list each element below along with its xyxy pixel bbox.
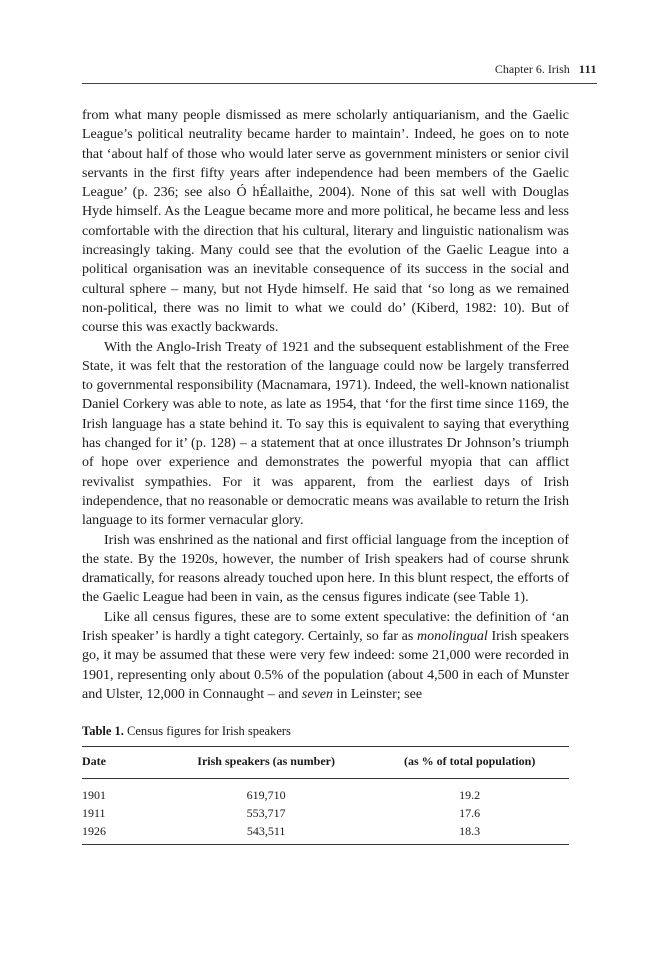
paragraph-text: in Leinster; see bbox=[333, 686, 423, 702]
table-header-row bbox=[82, 747, 569, 779]
chapter-title: Chapter 6. Irish bbox=[494, 62, 570, 76]
cell-percent: 17.6 bbox=[459, 805, 481, 820]
paragraph-text: Irish was enshrined as the national and first official language from the inception of the state. By the 1920s, however, the number of Irish speakers had of course shrunk dramatically, for reasons already touched upon here. In this blunt respect, the efforts of the Gaelic League had been in vain, as the census figures indicate (see Table 1). bbox=[82, 532, 569, 606]
table-row bbox=[82, 822, 569, 845]
page-number: 111 bbox=[578, 62, 597, 76]
body-paragraph bbox=[82, 531, 569, 608]
header-speakers-percent: (as % of total population) bbox=[370, 747, 569, 779]
cell-date: 1911 bbox=[82, 805, 106, 820]
paragraph-text: from what many people dismissed as mere scholarly antiquarianism, and the Gaelic League’s political neutrality became harder to maintain’. Indeed, he goes on to note that ‘about half of those who would later serve as government ministers or senior civil servants in the first fifty years after independence had been members of the Gaelic League’ (p. 236; see also Ó hÉallaithe, 2004). None of this sat well with Douglas Hyde himself. As the League became more and more political, he became less and less comfortable with the direction that his cultural, literary and linguistic nationalism was increasingly taking. Many could see that the evolution of the Gaelic League into a political organisation was an inevitable consequence of its success in the social and cultural sphere – many, but not Hyde himself. He said that ‘so long as we remained non-political, there was no limit to what we could do’ (Kiberd, 1982: 10). But of course this was exactly backwards. bbox=[82, 108, 569, 336]
running-head bbox=[82, 62, 597, 77]
cell-number: 619,710 bbox=[246, 787, 286, 802]
body-text bbox=[82, 106, 569, 704]
table-label: Table 1. bbox=[82, 724, 124, 738]
italic-text: monolingual bbox=[417, 629, 488, 645]
header-speakers-number: Irish speakers (as number) bbox=[162, 747, 370, 779]
body-paragraph bbox=[82, 106, 569, 338]
cell-number: 543,511 bbox=[162, 822, 370, 845]
header-rule bbox=[82, 83, 597, 84]
census-table bbox=[82, 746, 569, 845]
table-row bbox=[82, 779, 569, 805]
cell-percent: 18.3 bbox=[370, 822, 569, 845]
cell-percent: 19.2 bbox=[459, 787, 481, 802]
header-date: Date bbox=[82, 747, 162, 779]
paragraph-text: With the Anglo-Irish Treaty of 1921 and the subsequent establishment of the Free State, it was felt that the restoration of the language could now be largely transferred to governmental responsibility (Macnamara, 1971). Indeed, the well-known nationalist Daniel Corkery was able to note, as late as 1954, that ‘for the first time since 1169, the Irish language has a state behind it. To say this is equivalent to saying that everything has changed for it’ (p. 128) – a statement that at once illustrates Dr Johnson’s triumph of hope over experience and demonstrates the powerful myopia that can afflict revivalist sympathies. For it was apparent, from the earliest days of Irish independence, that no reasonable or democratic means was available to return the Irish language to its former vernacular glory. bbox=[82, 339, 569, 529]
cell-date: 1901 bbox=[82, 787, 106, 802]
table-row bbox=[82, 804, 569, 822]
paragraph-text: Irish speakers go, it may be assumed that these were very few indeed: some 21,000 were recorded in 1901, representing only about 0.5% of the population (about 4,500 in each of Munster and Ulster, 12,000 in Connaught – and bbox=[82, 629, 569, 702]
cell-date: 1926 bbox=[82, 822, 162, 845]
body-paragraph bbox=[82, 608, 569, 704]
table-caption bbox=[82, 724, 291, 739]
cell-number: 553,717 bbox=[246, 805, 286, 820]
italic-text: seven bbox=[301, 686, 334, 702]
table-caption-text: Census figures for Irish speakers bbox=[127, 724, 291, 738]
paragraph-text: Like all census figures, these are to some extent speculative: the definition of ‘an Irish speaker’ is hardly a tight category. Certainly, so far as bbox=[82, 609, 569, 645]
body-paragraph bbox=[82, 338, 569, 531]
